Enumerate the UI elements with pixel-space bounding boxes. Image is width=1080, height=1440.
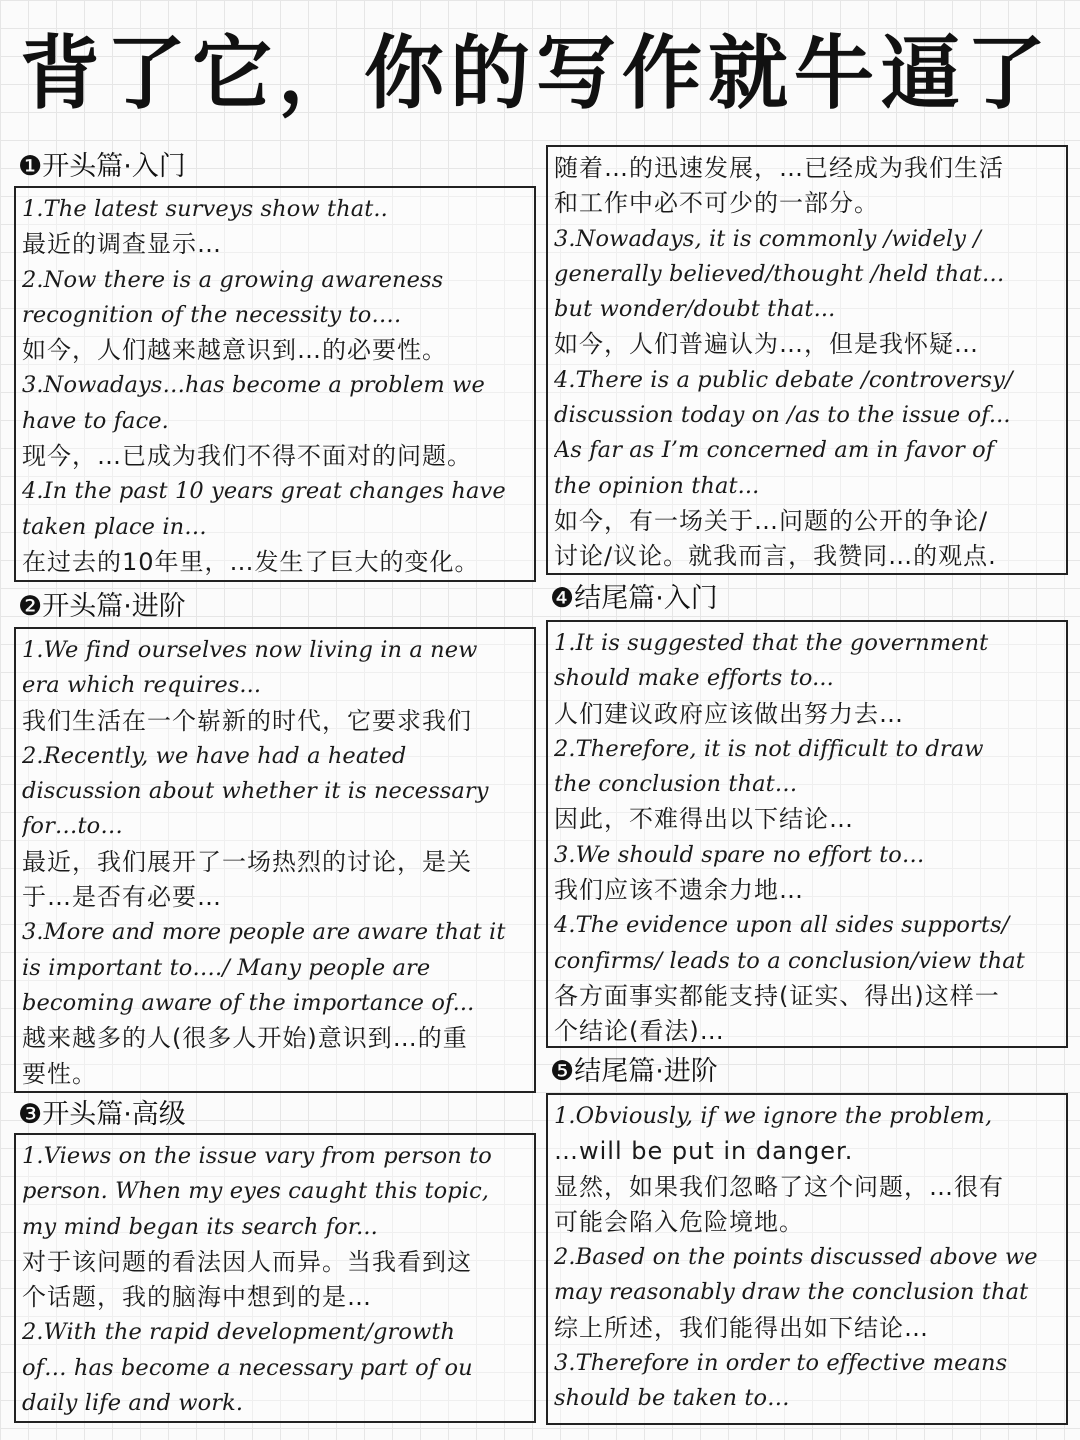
- text-line: have to face.: [22, 407, 169, 434]
- text-line: 3.Therefore in order to effective means: [554, 1350, 1008, 1377]
- text-line: 3.We should spare no effort to…: [554, 841, 925, 868]
- text-line: 3.Nowadays, it is commonly /widely /: [554, 225, 981, 252]
- text-line: may reasonably draw the conclusion that: [554, 1279, 1029, 1306]
- text-line: 1.Obviously, if we ignore the problem,: [554, 1103, 993, 1129]
- text-line: 我们生活在一个崭新的时代，它要求我们: [22, 706, 472, 735]
- text-line: 个结论(看法)…: [554, 1017, 725, 1046]
- text-line: 最近的调查显示…: [22, 230, 222, 259]
- text-line: 可能会陷入危险境地。: [554, 1207, 804, 1236]
- text-line: 各方面事实都能支持(证实、得出)这样一: [554, 981, 1000, 1010]
- text-line: 要性。: [22, 1059, 97, 1088]
- text-line: 3.More and more people are aware that it: [22, 919, 506, 946]
- text-line: 个话题，我的脑海中想到的是…: [22, 1283, 372, 1312]
- text-line: 1.The latest surveys show that..: [22, 196, 388, 222]
- text-line: discussion today on /as to the issue of...: [554, 402, 1011, 429]
- text-line: 于…是否有必要…: [22, 883, 222, 912]
- text-line: 如今，有一场关于…问题的公开的争论/: [554, 506, 989, 535]
- text-line: 随着…的迅速发展，…已经成为我们生活: [554, 154, 1004, 182]
- text-line: daily life and work.: [22, 1390, 244, 1417]
- text-line: 2.Based on the points discussed above we: [554, 1244, 1038, 1271]
- text-line: 2.With the rapid development/growth: [22, 1319, 456, 1346]
- text-line: taken place in…: [22, 513, 207, 540]
- text-line: 2.Now there is a growing awareness: [22, 266, 444, 293]
- text-line: 2.Therefore, it is not difficult to draw: [554, 735, 984, 762]
- section-5-heading: ❺结尾篇·进阶: [550, 1056, 718, 1087]
- text-line: 显然，如果我们忽略了这个问题，…很有: [554, 1172, 1004, 1201]
- text-line: of… has become a necessary part of ou: [22, 1354, 473, 1381]
- text-line: but wonder/doubt that...: [554, 296, 836, 323]
- text-line: becoming aware of the importance of...: [22, 989, 475, 1016]
- section-3-heading: ❸开头篇·高级: [18, 1099, 186, 1130]
- text-line: 讨论/议论。就我而言，我赞同…的观点.: [554, 542, 997, 571]
- text-line: 2.Recently, we have had a heated: [22, 742, 407, 769]
- text-line: 在过去的10年里，…发生了巨大的变化。: [22, 547, 480, 576]
- text-line: for…to…: [22, 813, 123, 840]
- text-line: the conclusion that…: [554, 771, 798, 798]
- text-line: 对于该问题的看法因人而异。当我看到这: [22, 1247, 472, 1276]
- text-line: 和工作中必不可少的一部分。: [554, 189, 879, 218]
- text-line: 4.There is a public debate /controversy/: [554, 366, 1013, 393]
- text-line: 最近，我们展开了一场热烈的讨论，是关: [22, 847, 472, 876]
- page-title: 背了它，你的写作就牛逼了: [20, 27, 1052, 120]
- text-line: 现今，…已成为我们不得不面对的问题。: [22, 442, 472, 471]
- text-line: 4.The evidence upon all sides supports/: [554, 912, 1010, 939]
- text-line: 我们应该不遗余力地…: [554, 876, 804, 905]
- section-1-heading: ❶开头篇·入门: [18, 151, 186, 182]
- text-line: recognition of the necessity to….: [22, 301, 402, 328]
- text-line: should be taken to…: [554, 1385, 790, 1412]
- section-3-box: [14, 1133, 536, 1423]
- text-line: discussion about whether it is necessary: [22, 778, 489, 805]
- text-line: 1.Views on the issue vary from person to: [22, 1143, 492, 1169]
- text-line: confirms/ leads to a conclusion/view that: [554, 947, 1025, 974]
- text-line: is important to…./ Many people are: [22, 954, 431, 981]
- text-line: era which requires...: [22, 672, 262, 699]
- text-line: the opinion that...: [554, 472, 760, 499]
- section-3-continued-box: [546, 145, 1068, 575]
- text-line: 如今，人们普遍认为…，但是我怀疑…: [554, 330, 979, 359]
- text-line: should make efforts to...: [554, 665, 834, 692]
- text-line: 因此，不难得出以下结论…: [554, 805, 854, 834]
- text-line: 1.We find ourselves now living in a new: [22, 637, 478, 663]
- text-line: …will be put in danger.: [554, 1137, 854, 1166]
- section-4-box: [546, 620, 1068, 1048]
- text-line: 1.It is suggested that the government: [554, 630, 989, 656]
- text-line: As far as I’m concerned am in favor of: [554, 437, 995, 464]
- text-line: 如今，人们越来越意识到…的必要性。: [22, 336, 447, 365]
- section-1-box: [14, 186, 536, 582]
- section-2-heading: ❷开头篇·进阶: [18, 591, 186, 622]
- text-line: 综上所述，我们能得出如下结论…: [554, 1313, 929, 1342]
- text-line: person. When my eyes caught this topic,: [22, 1178, 490, 1205]
- text-line: my mind began its search for...: [22, 1213, 378, 1240]
- section-2-box: [14, 627, 536, 1093]
- text-line: 人们建议政府应该做出努力去…: [554, 699, 904, 728]
- text-line: 越来越多的人(很多人开始)意识到…的重: [22, 1024, 468, 1053]
- text-line: generally believed/thought /held that…: [554, 260, 1005, 287]
- section-4-heading: ❹结尾篇·入门: [550, 583, 718, 614]
- text-line: 4.In the past 10 years great changes have: [22, 478, 506, 505]
- text-line: 3.Nowadays…has become a problem we: [22, 372, 485, 399]
- section-5-box: [546, 1093, 1068, 1425]
